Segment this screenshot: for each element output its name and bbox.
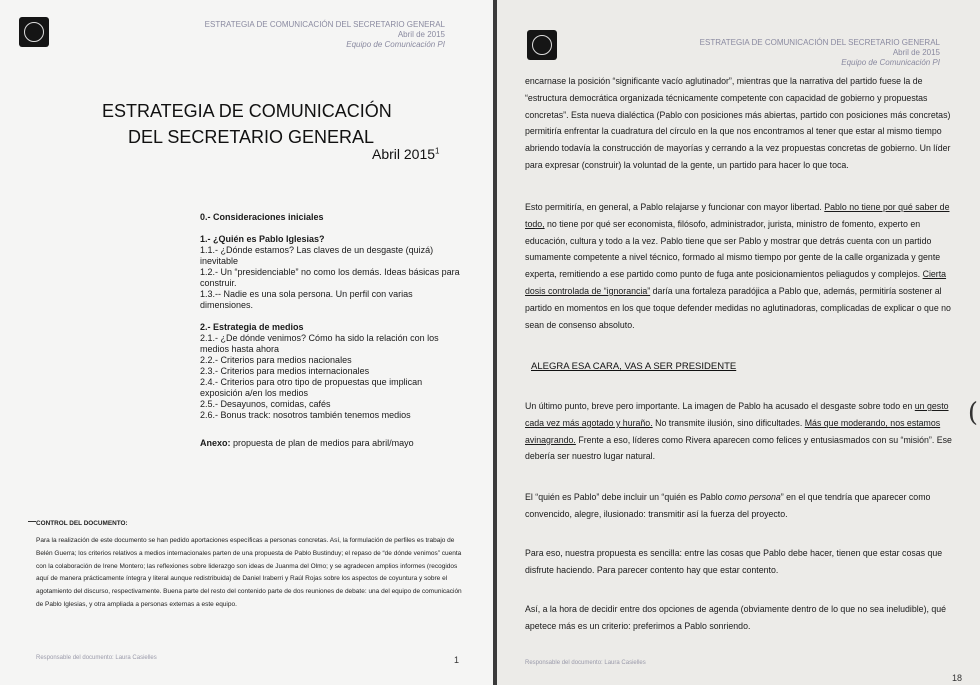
title-line-2: DEL SECRETARIO GENERAL — [128, 127, 375, 147]
title-line-1: ESTRATEGIA DE COMUNICACIÓN — [102, 101, 392, 121]
paragraph-6-text: Así, a la hora de decidir entre dos opciones de agenda (obviamente dentro de lo que no sea ineludible), qué apetece más es un criterio: preferimos a Pablo sonriendo. — [525, 604, 947, 631]
paragraph-2-text-b: no tiene por qué ser economista, filósofo, administrador, jurista, ministro de fomento, experto en educación, cultura y todo a la vez. Pablo tiene que ser Pablo y mostrar que detrás cuenta con un partido sumamente competente a nivel técnico, formado al mismo tiempo por gente de la calle organizada y gente experta, remitiendo a ese partido como punto de fuga ante posicionamientos peliagudos y complejos. — [525, 218, 941, 280]
paragraph-4 — [525, 489, 955, 523]
page-header — [205, 20, 445, 50]
underlined-text: Pablo no tiene por qué saber de todo, — [525, 202, 950, 229]
toc-item: 2.6.- Bonus track: nosotros también tenemos medios — [200, 410, 411, 420]
footnote-mark: 1 — [435, 146, 440, 156]
paragraph-4-emphasis: como persona — [725, 492, 781, 502]
toc-item: 1.3.-- Nadie es una sola persona. Un perfil con varias dimensiones. — [200, 289, 413, 310]
page-number: 18 — [952, 673, 963, 683]
paragraph-4-text-b: ” en el que tendría que aparecer como convencido, alegre, ilusionado: transmitir así la fuerza del proyecto. — [525, 492, 931, 519]
paragraph-3-text-a: Un último punto, breve pero importante. La imagen de Pablo ha acusado el desgaste sobre todo en — [525, 401, 913, 411]
logo-icon — [527, 30, 557, 60]
paragraph-5-text: Para eso, nuestra propuesta es sencilla: entre las cosas que Pablo debe hacer, tienen que estar cosas que disfrute haciendo. Para parecer contento hay que estar contento. — [525, 548, 943, 575]
logo-icon — [19, 17, 49, 47]
paragraph-1 — [525, 73, 955, 174]
header-date: Abril de 2015 — [892, 48, 940, 57]
toc-item: 2.3.- Criterios para medios internacionales — [200, 366, 370, 376]
paragraph-2-text-a: Esto permitiría, en general, a Pablo relajarse y funcionar con mayor libertad. — [525, 202, 822, 212]
footnote-title: CONTROL DEL DOCUMENTO: — [36, 520, 128, 527]
date-text: Abril 2015 — [372, 146, 436, 162]
page-number: 1 — [454, 655, 460, 665]
toc-heading: 0.- Consideraciones iniciales — [200, 212, 324, 222]
paragraph-2-text-c: daría una fortaleza paradójica a Pablo que, además, permitiría sostener al partido en momentos en los que toque defender medidas no aglutinadoras, complicadas de explicar o que no sean de consenso absoluto. — [525, 285, 951, 330]
toc-section-1: 1.- ¿Quién es Pablo Iglesias? — [200, 234, 325, 244]
anexo-label: Anexo: — [200, 438, 231, 448]
page-header — [700, 38, 940, 68]
header-team: Equipo de Comunicación PI — [841, 58, 940, 67]
anexo-text: propuesta de plan de medios para abril/mayo — [233, 438, 414, 448]
document-date — [372, 146, 440, 162]
header-team: Equipo de Comunicación PI — [346, 40, 445, 49]
toc-item: 2.1.- ¿De dónde venimos? Cómo ha sido la relación con los medios hasta ahora — [200, 333, 439, 354]
footnote-rule — [28, 521, 36, 522]
underlined-text: Cierta dosis controlada de “ignorancia” — [525, 269, 947, 296]
toc-item: 2.2.- Criterios para medios nacionales — [200, 355, 352, 365]
toc-item: 2.4.- Criterios para otro tipo de propuestas que implican exposición a/en los medios — [200, 377, 423, 398]
paragraph-3-text-c: Frente a eso, líderes como Rivera aparecen como felices y entusiasmados con su “misión”. Ese debería ser nuestro lugar natural. — [525, 434, 952, 462]
toc-item: 2.5.- Desayunos, comidas, cafés — [200, 399, 331, 409]
responsible-note: Responsable del documento: Laura Casielles — [525, 660, 646, 666]
paragraph-3-text-b: No transmite ilusión, sino dificultades. — [655, 417, 803, 428]
paragraph-1-text: encarnase la posición “significante vacío aglutinador”, mientras que la narrativa del partido fuese la de “estructura democrática organizada técnicamente competente con capacidad de gobierno y propuestas concretas”. Esta nueva dialéctica (Pablo con posiciones más abiertas, partido con posiciones más concretas) permitiría enfrentar la cuadratura del círculo en la que nos encontramos al tener que estar al mismo tiempo abriendo todavía la construcción de mayorías y cerrando a la vez propuestas concretas de gobierno. Un líder para expresar (construir) la voluntad de la gente, un partido para hacer lo que toca. — [525, 76, 951, 170]
toc-item: 1.1.- ¿Dónde estamos? Las claves de un desgaste (quizá) inevitable — [200, 245, 434, 266]
responsible-note: Responsable del documento: Laura Casielles — [36, 655, 157, 661]
footnote-text: Para la realización de este documento se han pedido aportaciones específicas a personas concretas. Así, la formulación de perfiles es trabajo de Belén Guerra; los criterios relativos a medios internacionales parten de una propuesta de Pablo Bustinduy; el repaso de “de dónde venimos” cuenta con la colaboración de Irene Montero; las reflexiones sobre liderazgo son ideas de Juanma del Olmo; y se agradecen amplios informes (recogidos aquí de manera prácticamente íntegra y literal aunque redistribuida) de Daniel Iraberri y Raúl Rojas sobre los aspectos de coyuntura y sobre el agotamiento del discurso, respectivamente. Buena parte del resto del contenido parte de dos reuniones de debate: una del equipo de comunicación de Pablo Iglesias, y otra ampliada a personas externas a este equipo. — [36, 537, 462, 608]
toc-anexo — [200, 438, 462, 449]
paragraph-5 — [525, 545, 955, 579]
underlined-text: Más que moderando, nos estamos avinagrando. — [525, 417, 941, 445]
header-date: Abril de 2015 — [397, 30, 445, 39]
toc-section-2: 2.- Estrategia de medios — [200, 322, 304, 332]
header-title: ESTRATEGIA DE COMUNICACIÓN DEL SECRETARIO GENERAL — [204, 20, 445, 29]
document-page-2 — [497, 0, 980, 685]
paragraph-4-text-a: El “quién es Pablo” debe incluir un “quién es Pablo — [525, 492, 723, 502]
paragraph-2 — [525, 199, 955, 333]
handwritten-mark-icon: ( — [967, 398, 978, 428]
underlined-text: un gesto cada vez más agotado y huraño. — [525, 401, 949, 428]
header-title: ESTRATEGIA DE COMUNICACIÓN DEL SECRETARIO GENERAL — [699, 38, 940, 47]
paragraph-3 — [525, 398, 955, 465]
table-of-contents — [200, 212, 462, 449]
section-heading: ALEGRA ESA CARA, VAS A SER PRESIDENTE — [531, 361, 737, 372]
document-title — [102, 98, 392, 150]
paragraph-6 — [525, 601, 955, 635]
toc-item: 1.2.- Un “presidenciable” no como los demás. Ideas básicas para construir. — [200, 267, 460, 288]
